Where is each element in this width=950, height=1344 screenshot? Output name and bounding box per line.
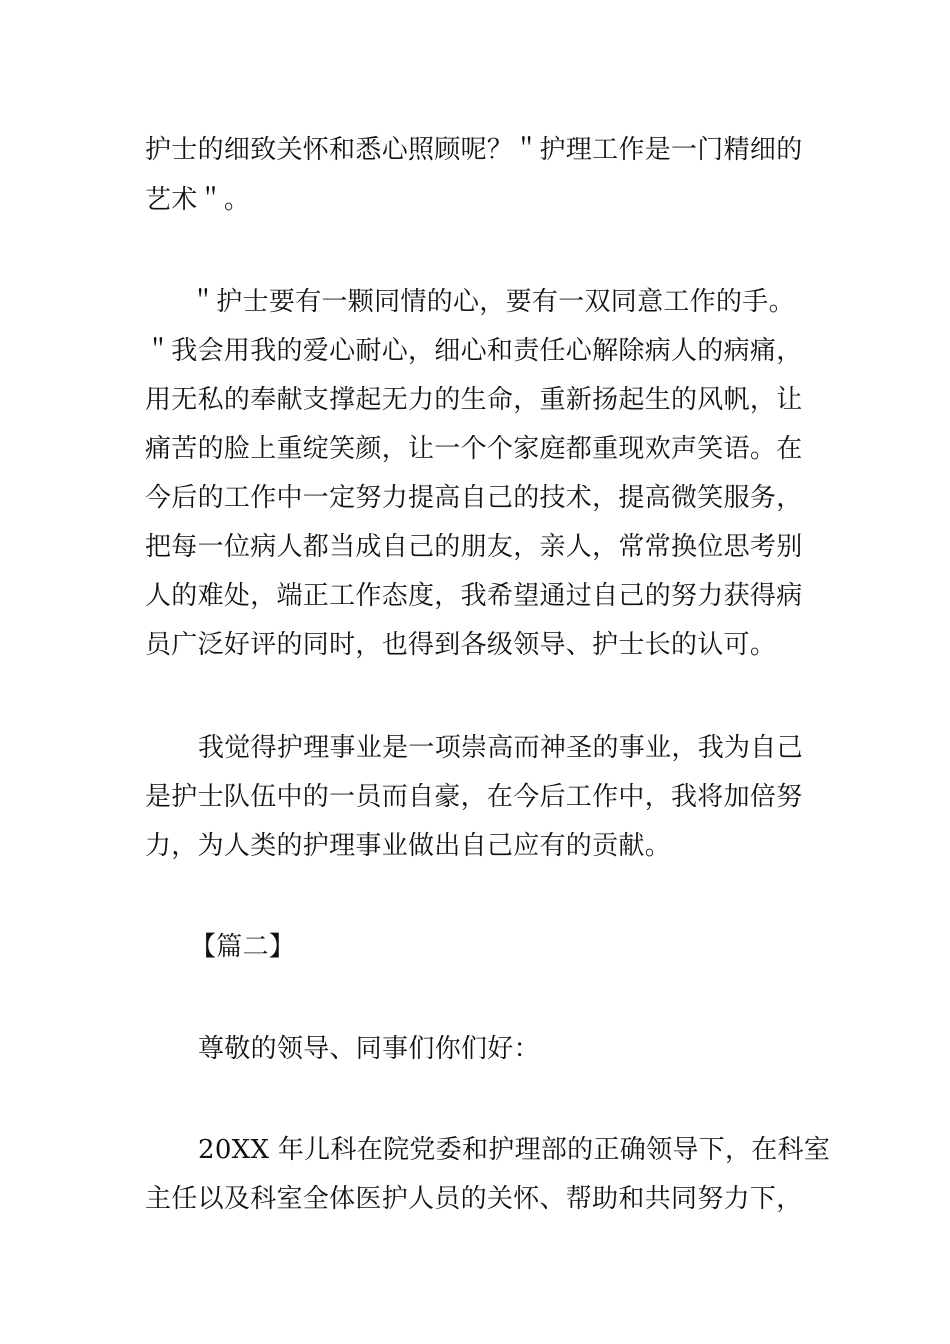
paragraph-2-line-8: 员广泛好评的同时，也得到各级领导、护士长的认可。 xyxy=(145,630,777,660)
paragraph-2-line-5: 今后的工作中一定努力提高自己的技术，提高微笑服务， xyxy=(145,483,803,513)
paragraph-3-line-2: 是护士队伍中的一员而自豪，在今后工作中，我将加倍努 xyxy=(145,782,803,812)
paragraph-2-line-3: 用无私的奉献支撑起无力的生命，重新扬起生的风帆，让 xyxy=(145,385,803,415)
greeting-line: 尊敬的领导、同事们你们好： xyxy=(198,1034,540,1064)
paragraph-5-line-1: 20XX 年儿科在院党委和护理部的正确领导下，在科室 xyxy=(198,1135,831,1165)
paragraph-5-line-2: 主任以及科室全体医护人员的关怀、帮助和共同努力下， xyxy=(145,1184,803,1214)
section-heading: 【篇二】 xyxy=(190,932,296,962)
paragraph-3-line-3: 力，为人类的护理事业做出自己应有的贡献。 xyxy=(145,831,672,861)
paragraph-2-line-2: ＂我会用我的爱心耐心，细心和责任心解除病人的病痛， xyxy=(145,336,803,366)
paragraph-3-line-1: 我觉得护理事业是一项崇高而神圣的事业，我为自己 xyxy=(198,733,803,763)
paragraph-1-line-1: 护士的细致关怀和悉心照顾呢？＂护理工作是一门精细的 xyxy=(145,135,803,165)
paragraph-2-line-1: ＂护士要有一颗同情的心，要有一双同意工作的手。 xyxy=(190,287,795,317)
paragraph-2-line-4: 痛苦的脸上重绽笑颜，让一个个家庭都重现欢声笑语。在 xyxy=(145,434,803,464)
paragraph-1-line-2: 艺术＂。 xyxy=(145,185,251,215)
paragraph-2-line-7: 人的难处，端正工作态度，我希望通过自己的努力获得病 xyxy=(145,581,803,611)
paragraph-2-line-6: 把每一位病人都当成自己的朋友，亲人，常常换位思考别 xyxy=(145,532,803,562)
